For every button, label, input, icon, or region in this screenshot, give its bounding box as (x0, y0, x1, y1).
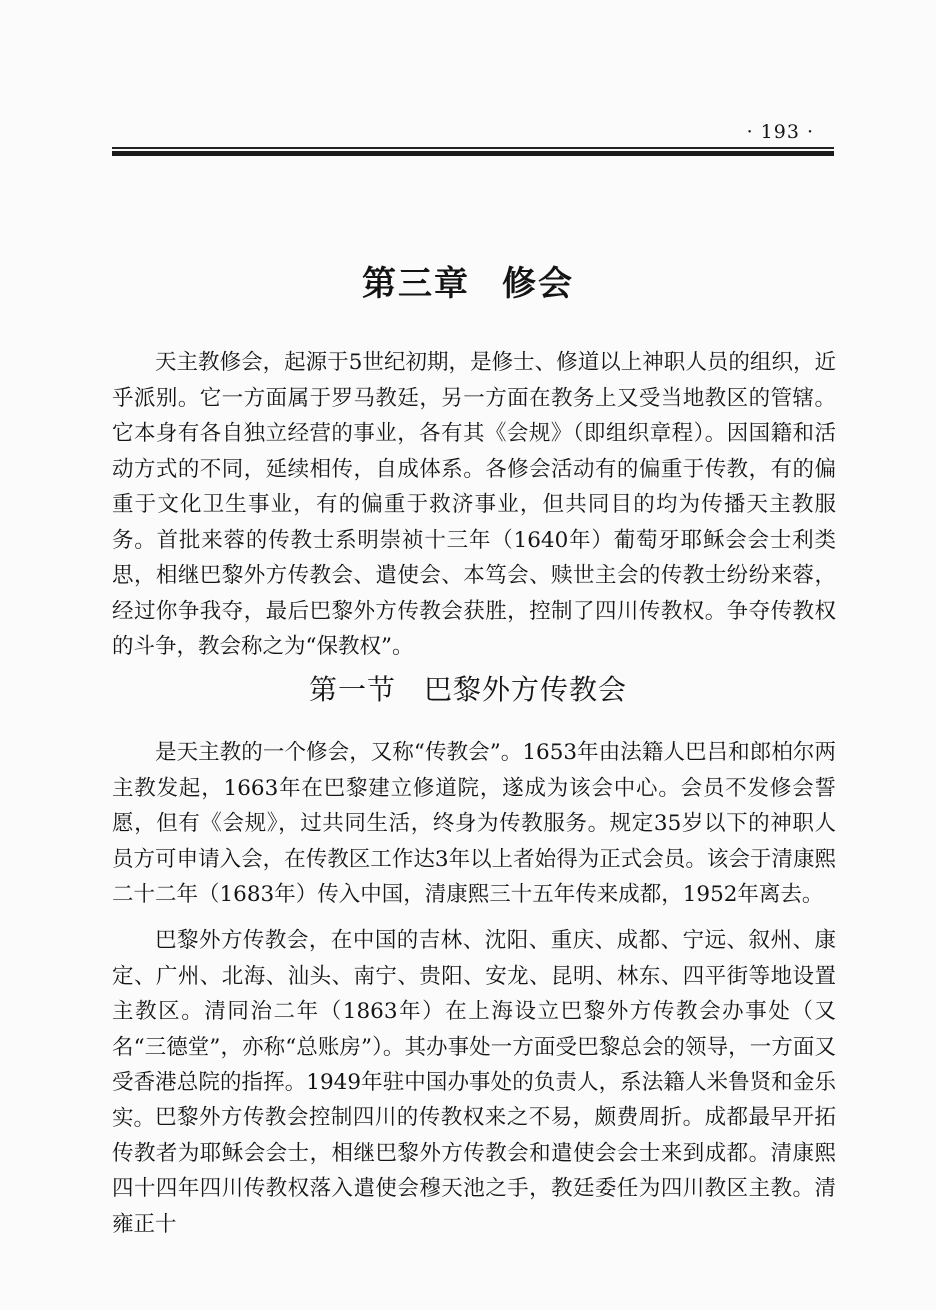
header-rule (112, 147, 834, 157)
page-number: · 193 · (746, 121, 814, 143)
section-name: 巴黎外方传教会 (424, 673, 628, 706)
section-paragraph-2: 巴黎外方传教会，在中国的吉林、沈阳、重庆、成都、宁远、叙州、康定、广州、北海、汕头、南宁、贵阳、安龙、昆明、林东、四平街等地设置主教区。清同治二年（1863年）在上海设立巴黎外方传教会办事处（又名“三德堂”，亦称“总账房”）。其办事处一方面受巴黎总会的领导，一方面又受香港总院的指挥。1949年驻中国办事处的负责人，系法籍人米鲁贤和金乐实。 (112, 928, 836, 1131)
intro-paragraph: 天主教修会，起源于5世纪初期，是修士、修道以上神职人员的组织，近乎派别。它一方面属于罗马教廷，另一方面在教务上又受当地教区的管辖。它本身有各自独立经营的事业，各有其《会规》（即组织章程）。因国籍和活动方式的不同，延续相传，自成体系。各修会活动有的偏重于传教，有的偏重于文化卫生事业，有的偏重于救济事业，但共同目的均为传播天主教服务。首批来蓉的传教士系明崇祯十三年（1640年）葡萄牙耶稣会会士利类思，相继巴黎外方传教会、遣使会、本笃会、赎世主会的传教士纷纷来蓉，经过你争我夺，最后巴黎外方传教会获胜，控制了四川传教权。争夺传教权的斗争，教会称之为“保教权”。 (112, 350, 836, 659)
section-title (0, 668, 936, 708)
chapter-title (0, 256, 936, 305)
chapter-label: 第三章 (362, 264, 470, 304)
header-rule-thick (112, 151, 834, 156)
section-paragraph-1: 是天主教的一个修会，又称“传教会”。1653年由法籍人巴吕和郎柏尔两主教发起，1663年在巴黎建立修道院，遂成为该会中心。会员不发修会誓愿，但有《会规》，过共同生活，终身为传教服务。规定35岁以下的神职人员方可申请入会，在传教区工作达3年以上者始得为正式会员。该会于清康熙二十二年（1683年）传入中国，清康熙三十五年传来成都，1952年离去。 (112, 740, 836, 907)
section-label: 第一节 (308, 673, 396, 706)
chapter-name: 修会 (502, 264, 574, 304)
section-paragraph-3: 巴黎外方传教会控制四川的传教权来之不易，颇费周折。成都最早开拓传教者为耶稣会会士，相继巴黎外方传教会和遣使会会士来到成都。清康熙四十四年四川传教权落入遣使会穆天池之手，教廷委任为四川教区主教。清雍正十 (112, 1105, 836, 1237)
header-rule-thin (112, 147, 834, 149)
